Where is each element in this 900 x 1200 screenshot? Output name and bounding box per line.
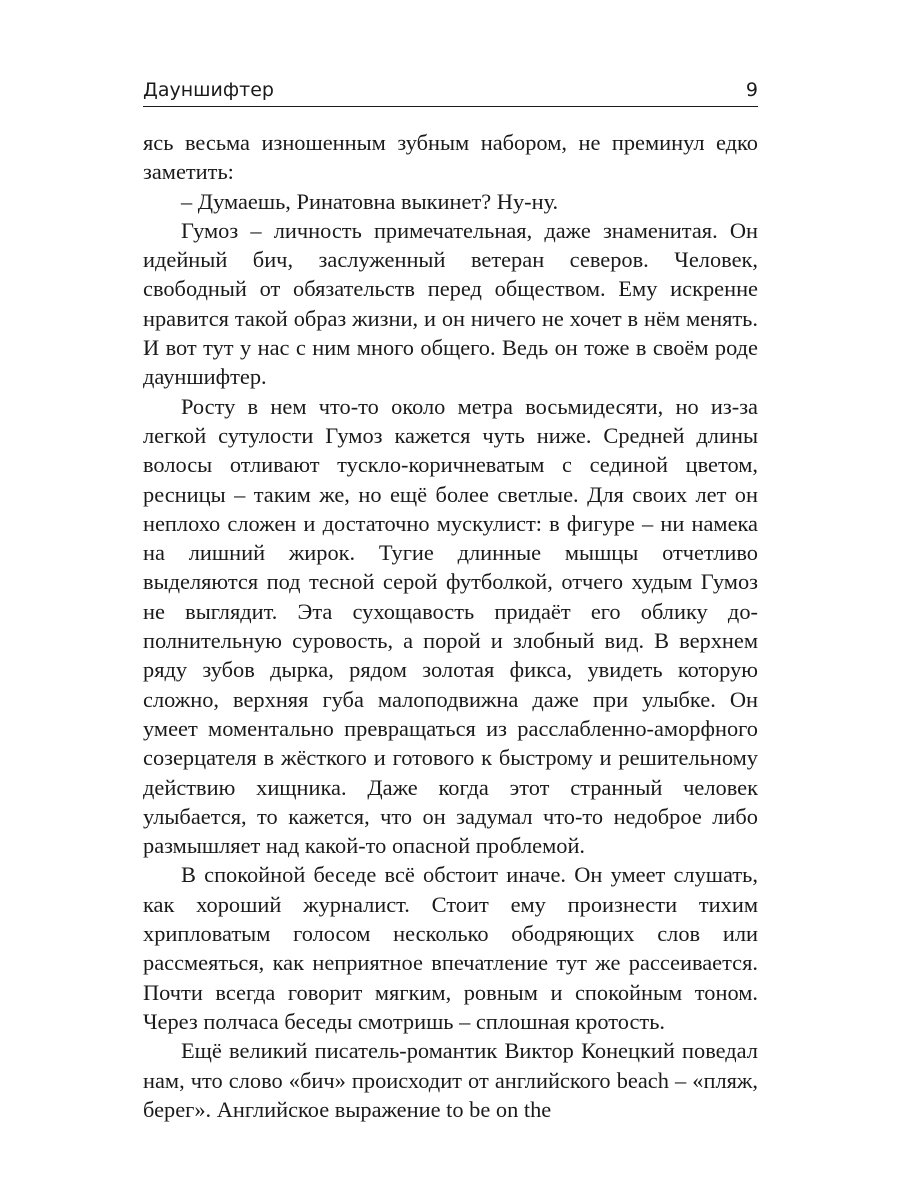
paragraph-gumoz-appearance: Росту в нем что-то около метра восьмидесяти, но из-за легкой сутулости Гумоз кажется чуть ниже. Средней длины волосы отливают тускло-коричневатым с сединой цветом, ресницы – таким же, но ещё более светлые. Для своих лет он неплохо сложен и достаточно мускулист: в фигуре – ни намека на лишний жирок. Тугие длинные мышцы отчетливо выделяются под тесной серой футболкой, отчего худым Гумоз не выглядит. Эта сухощавость придаёт его облику дополнительную суровость, а порой и злобный вид. В верхнем ряду зубов дырка, рядом золотая фикса, увидеть которую сложно, верхняя губа малоподвижна даже при улыбке. Он умеет моментально превращаться из расслабленно-аморфного созерцателя в жёсткого и готового к быстрому и решительному действию хищника. Даже когда этот странный человек улыбается, то кажется, что он задумал что-то недоброе либо размышляет над какой-то опасной проблемой. [143,393,758,859]
running-header [143,76,758,102]
body-text [143,128,758,1124]
paragraph-gumoz-conversation: В спокойной беседе всё обстоит иначе. Он умеет слушать, как хороший журналист. Стоит ему произнести тихим хрипловатым голосом несколько ободряющих слов или рассмеяться, как неприятное впечатление тут же рассеивается. Почти всегда говорит мягким, ровным и спокойным тоном. Через полчаса беседы смотришь – сплошная кротость. [143,862,758,1034]
paragraph-bich-origin: Ещё великий писатель-романтик Виктор Конецкий поведал нам, что слово «бич» происходит от английского beach – «пляж, берег». Английское выражение to be on the [143,1038,758,1122]
header-rule [143,106,758,107]
page-number: 9 [745,79,758,101]
chapter-title: Дауншифтер [143,79,274,101]
paragraph-dialogue: – Думаешь, Ринатовна выкинет? Ну-ну. [181,188,559,214]
paragraph-gumoz-intro: Гумоз – личность примечательная, даже знаменитая. Он идейный бич, заслуженный ветеран северов. Человек, свободный от обязательств перед обществом. Ему искренне нравится такой образ жизни, и он ничего не хочет в нём менять. И вот тут у нас с ним много общего. Ведь он тоже в своём роде дауншифтер. [143,217,758,390]
paragraph-continuation: ясь весьма изношенным зубным набором, не преминул едко заметить: [143,130,758,185]
